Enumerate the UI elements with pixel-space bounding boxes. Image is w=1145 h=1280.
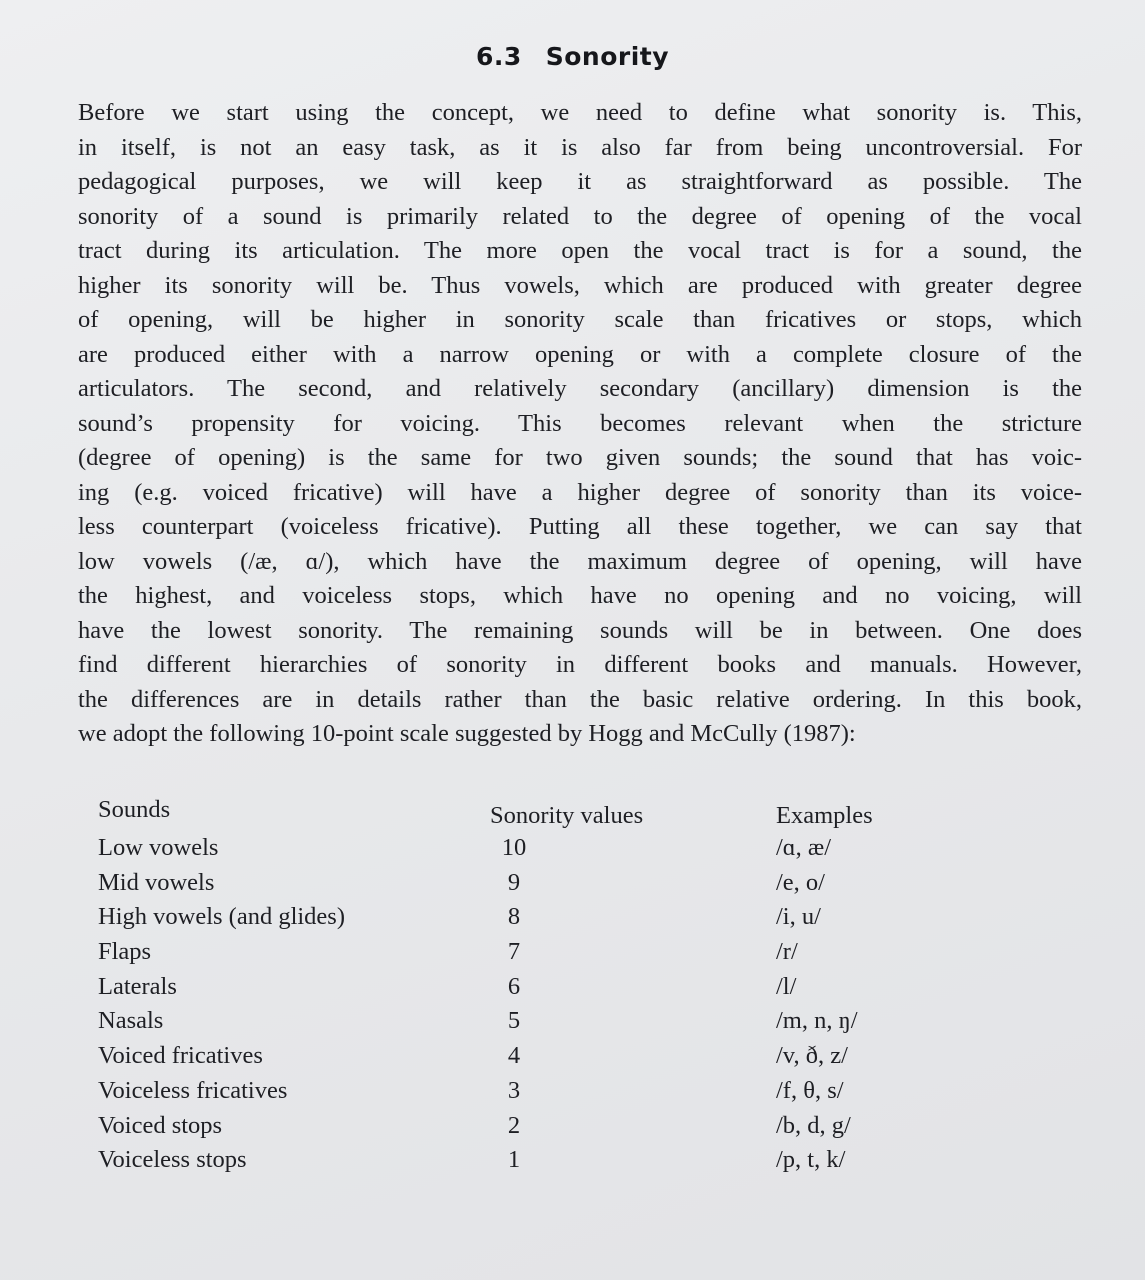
table-row <box>84 834 924 869</box>
sonority-value: 2 <box>507 1111 521 1139</box>
paragraph-line: are produced either with a narrow opening or with a complete closure of the <box>78 340 1082 368</box>
paragraph-line: tract during its articulation. The more open the vocal tract is for a sound, the <box>78 237 1082 264</box>
sound-name: Mid vowels <box>98 868 215 896</box>
sound-name: Voiceless fricatives <box>98 1076 288 1104</box>
sound-examples: /e, o/ <box>776 868 825 896</box>
table-row <box>84 869 924 904</box>
sound-name: Laterals <box>98 972 177 1000</box>
sound-name: Nasals <box>98 1007 164 1035</box>
sonority-value: 4 <box>507 1042 521 1070</box>
sound-name: High vowels (and glides) <box>98 903 345 931</box>
sonority-value: 10 <box>501 834 527 861</box>
paragraph-line: find different hierarchies of sonority in different books and manuals. However, <box>78 651 1082 678</box>
sound-name: Low vowels <box>98 834 219 861</box>
sound-examples: /ɑ, æ/ <box>776 834 832 861</box>
sonority-value: 9 <box>507 868 521 896</box>
paragraph-line: Before we start using the concept, we need to define what sonority is. This, <box>78 99 1082 126</box>
section-title: Sonority <box>545 42 670 71</box>
paragraph-line: of opening, will be higher in sonority scale than fricatives or stops, which <box>78 306 1082 333</box>
table-row <box>84 1007 924 1042</box>
paragraph-line: (degree of opening) is the same for two given sounds; the sound that has voic- <box>78 444 1082 471</box>
sound-examples: /r/ <box>776 938 798 966</box>
sonority-value: 7 <box>507 938 521 966</box>
body-paragraph <box>78 96 1082 752</box>
sound-examples: /i, u/ <box>776 903 821 931</box>
paragraph-line: sonority of a sound is primarily related to the degree of opening of the vocal <box>78 202 1082 230</box>
table-row <box>84 1042 924 1077</box>
paragraph-line: we adopt the following 10-point scale suggested by Hogg and McCully (1987): <box>78 720 856 747</box>
paragraph-line: ing (e.g. voiced fricative) will have a higher degree of sonority than its voice- <box>78 478 1082 506</box>
table-row <box>84 938 924 973</box>
paragraph-line: articulators. The second, and relatively secondary (ancillary) dimension is the <box>78 375 1082 402</box>
sonority-table <box>84 796 924 1181</box>
sound-examples: /p, t, k/ <box>776 1146 846 1174</box>
paragraph-line: in itself, is not an easy task, as it is also far from being uncontroversial. For <box>78 133 1082 161</box>
sound-examples: /b, d, g/ <box>776 1111 851 1139</box>
table-header-row <box>84 796 924 834</box>
paragraph-line: pedagogical purposes, we will keep it as straightforward as possible. The <box>78 168 1082 195</box>
paragraph-line: the differences are in details rather than the basic relative ordering. In this book, <box>78 685 1082 713</box>
paragraph-line: sound’s propensity for voicing. This becomes relevant when the stricture <box>78 409 1082 437</box>
sound-examples: /f, θ, s/ <box>776 1076 844 1104</box>
sonority-value: 5 <box>507 1007 521 1035</box>
header-examples: Examples <box>776 802 873 829</box>
sonority-value: 1 <box>507 1146 521 1174</box>
sonority-value: 6 <box>507 972 521 1000</box>
header-sounds: Sounds <box>98 796 171 823</box>
header-sonority-values: Sonority values <box>490 802 644 829</box>
paragraph-line: higher its sonority will be. Thus vowels, which are produced with greater degree <box>78 271 1082 299</box>
table-row <box>84 1112 924 1147</box>
paragraph-line: have the lowest sonority. The remaining sounds will be in between. One does <box>78 616 1082 644</box>
sound-examples: /l/ <box>776 972 797 1000</box>
sonority-value: 3 <box>507 1076 521 1104</box>
table-row <box>84 973 924 1008</box>
table-row <box>84 1146 924 1181</box>
sound-name: Voiceless stops <box>98 1146 247 1174</box>
paragraph-line: less counterpart (voiceless fricative). Putting all these together, we can say that <box>78 513 1082 540</box>
sound-examples: /m, n, ŋ/ <box>776 1007 858 1035</box>
sound-name: Voiced fricatives <box>98 1042 263 1070</box>
table-row <box>84 1077 924 1112</box>
sound-name: Flaps <box>98 938 152 966</box>
section-number: 6.3 <box>475 42 522 71</box>
paragraph-line: low vowels (/æ, ɑ/), which have the maximum degree of opening, will have <box>78 547 1082 575</box>
section-heading <box>0 42 1145 71</box>
table-row <box>84 903 924 938</box>
sound-name: Voiced stops <box>98 1111 223 1139</box>
sound-examples: /v, ð, z/ <box>776 1042 848 1070</box>
sonority-value: 8 <box>507 903 521 931</box>
paragraph-line: the highest, and voiceless stops, which have no opening and no voicing, will <box>78 582 1082 609</box>
